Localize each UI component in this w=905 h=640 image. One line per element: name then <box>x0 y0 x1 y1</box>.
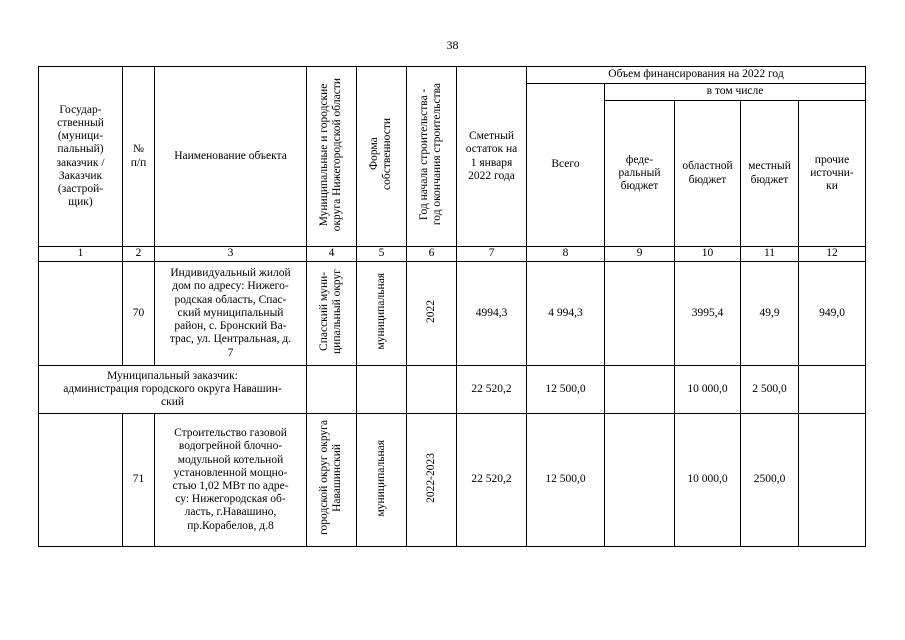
row70-customer <box>39 262 123 366</box>
column-number: 6 <box>407 247 457 262</box>
header-ownership-text: Форма собственности <box>368 118 394 191</box>
customer-municipality <box>307 366 357 414</box>
column-number: 9 <box>605 247 675 262</box>
row70-local: 49,9 <box>741 262 799 366</box>
header-regional: областной бюджет <box>675 101 741 247</box>
row70-municipality-text: Спасский муни- ципальный округ <box>318 268 344 354</box>
row70-num: 70 <box>123 262 155 366</box>
row71-other <box>799 414 866 547</box>
table-row <box>39 262 866 366</box>
column-number: 8 <box>527 247 605 262</box>
header-object-name: Наименование объекта <box>155 67 307 247</box>
table-row <box>39 414 866 547</box>
header-local: местный бюджет <box>741 101 799 247</box>
row70-other: 949,0 <box>799 262 866 366</box>
header-years-text: Год начала строительства - год окончания строительства <box>418 83 444 226</box>
row71-years <box>407 414 457 547</box>
header-municipality <box>307 67 357 247</box>
row70-federal <box>605 262 675 366</box>
column-number: 2 <box>123 247 155 262</box>
header-other: прочие источни- ки <box>799 101 866 247</box>
row71-total: 12 500,0 <box>527 414 605 547</box>
column-numbers-row <box>39 247 866 262</box>
row71-years-text: 2022-2023 <box>424 452 437 503</box>
header-years <box>407 67 457 247</box>
row70-object: Индивидуальный жилой дом по адресу: Нижего- родская область, Спас- ский муниципальный район, с. Бронский Ва- трас, ул. Центральная, д. 7 <box>155 262 307 366</box>
row70-regional: 3995,4 <box>675 262 741 366</box>
column-number: 7 <box>457 247 527 262</box>
header-customer: Государ- ственный (муници- пальный) заказчик / Заказчик (застрой- щик) <box>39 67 123 247</box>
header-including: в том числе <box>605 84 866 101</box>
row71-balance: 22 520,2 <box>457 414 527 547</box>
column-number: 5 <box>357 247 407 262</box>
customer-years <box>407 366 457 414</box>
row70-years <box>407 262 457 366</box>
header-financing: Объем финансирования на 2022 год <box>527 67 866 84</box>
customer-total: 12 500,0 <box>527 366 605 414</box>
header-ownership <box>357 67 407 247</box>
customer-local: 2 500,0 <box>741 366 799 414</box>
row70-ownership <box>357 262 407 366</box>
customer-federal <box>605 366 675 414</box>
column-number: 11 <box>741 247 799 262</box>
row71-local: 2500,0 <box>741 414 799 547</box>
header-num: № п/п <box>123 67 155 247</box>
row71-federal <box>605 414 675 547</box>
customer-label: Муниципальный заказчик: администрация городского округа Навашин- ский <box>39 366 307 414</box>
header-total: Всего <box>527 84 605 247</box>
column-number: 12 <box>799 247 866 262</box>
row71-regional: 10 000,0 <box>675 414 741 547</box>
header-balance: Сметный остаток на 1 января 2022 года <box>457 67 527 247</box>
customer-balance: 22 520,2 <box>457 366 527 414</box>
row70-ownership-text: муниципальная <box>374 273 387 350</box>
row70-total: 4 994,3 <box>527 262 605 366</box>
column-number: 10 <box>675 247 741 262</box>
customer-ownership <box>357 366 407 414</box>
row71-object: Строительство газовой водогрейной блочно- модульной котельной установленной мощно- стью 1,02 МВт по адре- су: Нижегородская об- ласть, г.Навашино, пр.Корабелов, д.8 <box>155 414 307 547</box>
row71-num: 71 <box>123 414 155 547</box>
row71-ownership-text: муниципальная <box>374 439 387 517</box>
financing-table <box>38 66 866 547</box>
row71-customer <box>39 414 123 547</box>
row70-balance: 4994,3 <box>457 262 527 366</box>
row70-years-text: 2022 <box>424 299 437 323</box>
row71-ownership <box>357 414 407 547</box>
table-row <box>39 366 866 414</box>
header-federal: феде- ральный бюджет <box>605 101 675 247</box>
column-number: 4 <box>307 247 357 262</box>
row71-municipality <box>307 414 357 547</box>
customer-other <box>799 366 866 414</box>
column-number: 1 <box>39 247 123 262</box>
customer-regional: 10 000,0 <box>675 366 741 414</box>
column-number: 3 <box>155 247 307 262</box>
header-municipality-text: Муниципальные и городские округа Нижегородской области <box>318 77 344 232</box>
row71-municipality-text: городской округ округа Навашинский <box>318 420 344 536</box>
page-number: 38 <box>446 38 459 52</box>
row70-municipality <box>307 262 357 366</box>
